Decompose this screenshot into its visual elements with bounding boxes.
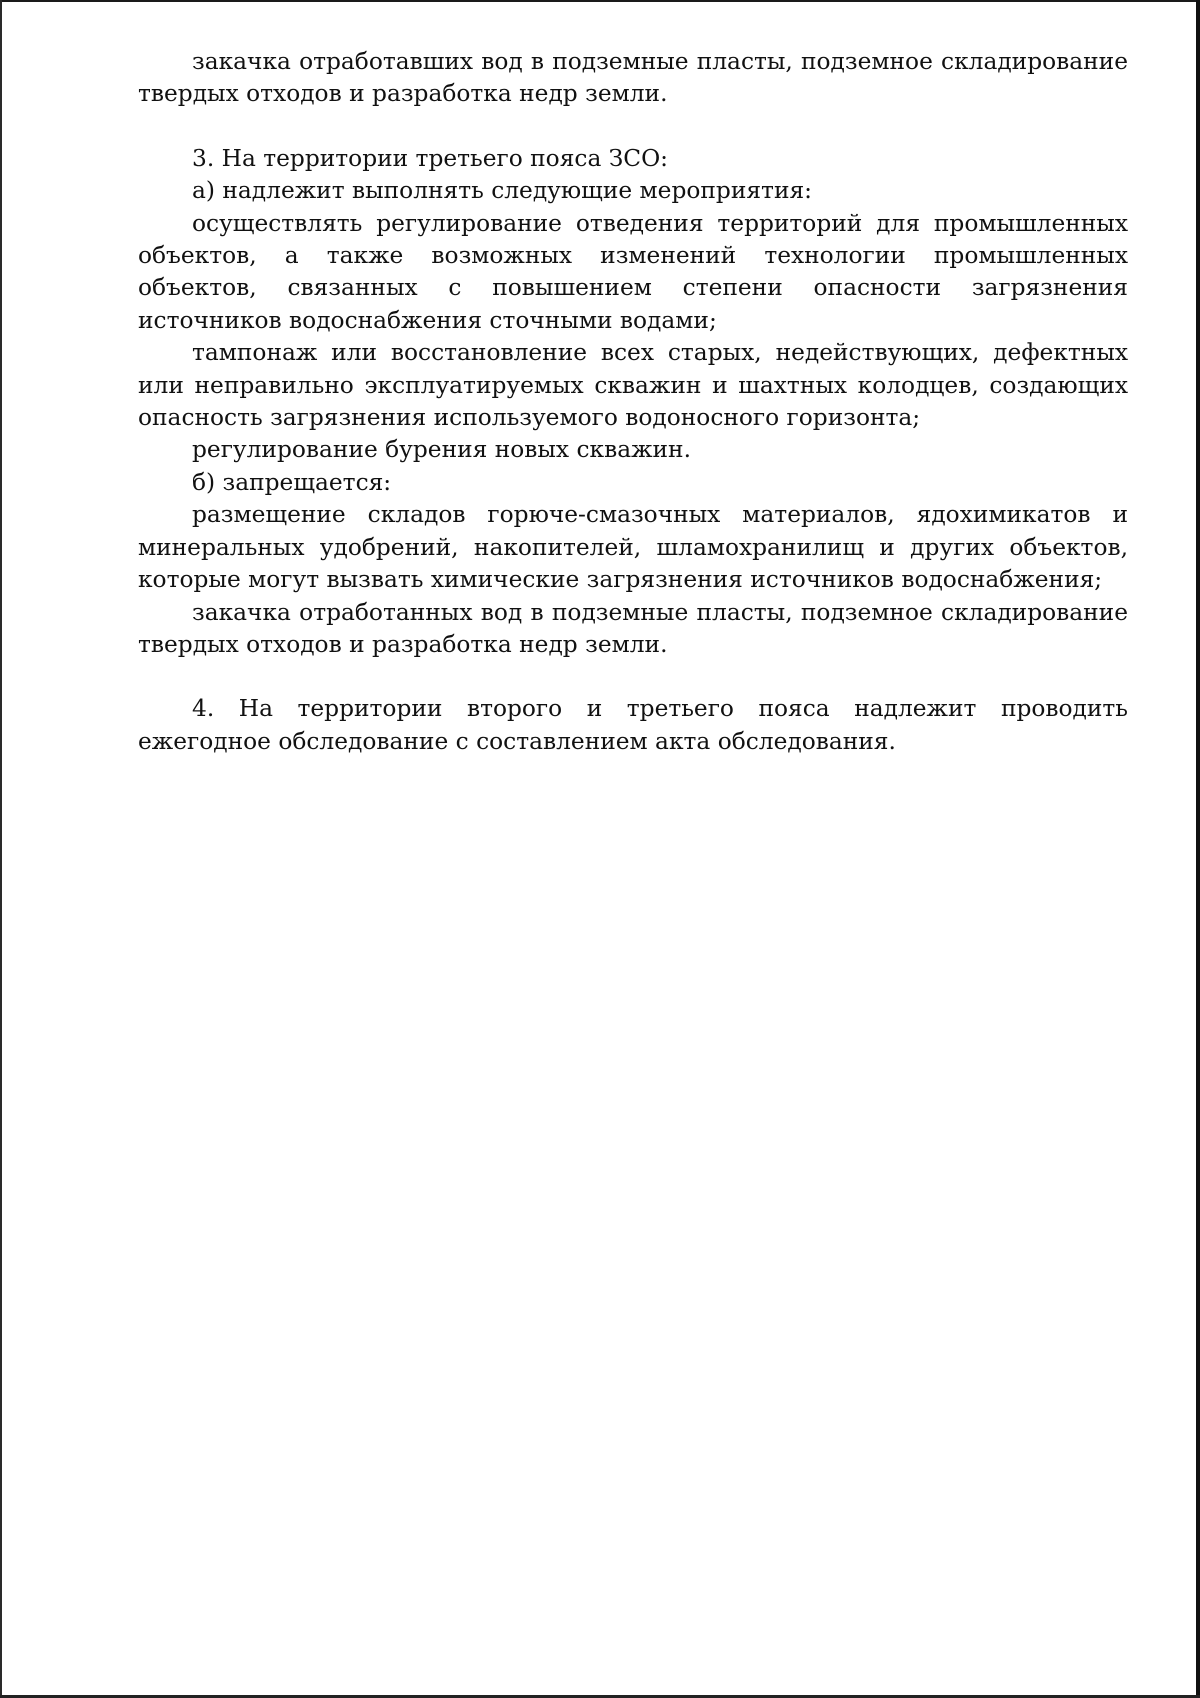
scan-border-right (1196, 0, 1200, 1698)
paragraph-drilling-regulation: регулирование бурения новых скважин. (192, 436, 691, 464)
paragraph-storage-prohibition: размещение складов горюче-смазочных материалов, ядохимикатов и минеральных удобрений, накопителей, шламохранилищ и других объектов, которые могут вызвать химические загрязнения источников водоснабжения; (138, 501, 1128, 594)
subsection-b-heading: б) запрещается: (192, 468, 392, 496)
scan-border-top (0, 0, 1200, 2)
subsection-a-heading: а) надлежит выполнять следующие мероприятия: (192, 177, 813, 205)
paragraph-injection-prohibition: закачка отработанных вод в подземные пласты, подземное складирование твердых отходов и разработка недр земли. (138, 598, 1128, 658)
section-4-paragraph: 4. На территории второго и третьего пояса надлежит проводить ежегодное обследование с составлением акта обследования. (138, 695, 1128, 755)
scan-border-left (0, 0, 2, 1698)
document-body (138, 46, 1128, 758)
section-3-heading: 3. На территории третьего пояса ЗСО: (192, 144, 669, 172)
paragraph-territory-regulation: осуществлять регулирование отведения территорий для промышленных объектов, а также возможных изменений технологии промышленных объектов, связанных с повышением степени опасности загрязнения источников водоснабжения сточными водами; (138, 209, 1128, 334)
paragraph-well-plugging: тампонаж или восстановление всех старых, недействующих, дефектных или неправильно эксплуатируемых скважин и шахтных колодцев, создающих опасность загрязнения используемого водоносного горизонта; (138, 339, 1128, 432)
paragraph-zone2-prohibition-continued: закачка отработавших вод в подземные пласты, подземное складирование твердых отходов и разработка недр земли. (138, 48, 1128, 108)
